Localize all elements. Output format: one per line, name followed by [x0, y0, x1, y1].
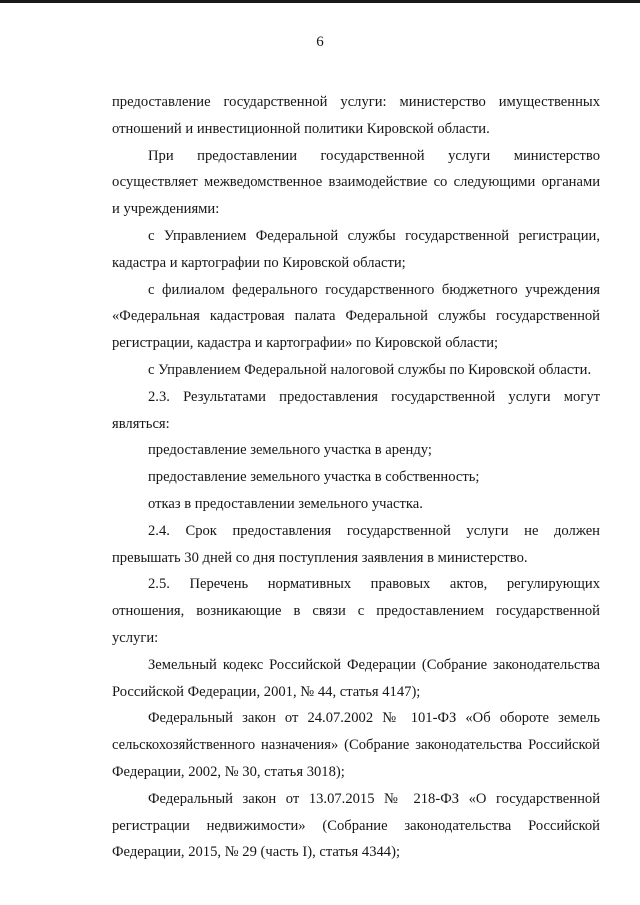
text-line: и учреждениями:: [112, 201, 220, 218]
paragraph: [112, 572, 600, 651]
text-line: регистрации, кадастра и картографии» по Кировской области;: [112, 335, 499, 352]
paragraph: [112, 90, 600, 143]
paragraph: [112, 278, 600, 357]
text-line: Федерации, 2015, № 29 (часть I), статья 4344);: [112, 844, 400, 861]
text-line: с Управлением Федеральной службы государственной регистрации,: [148, 227, 600, 244]
text-line: с филиалом федерального государственного бюджетного учреждения: [148, 281, 600, 298]
paragraph: [112, 519, 600, 572]
text-line: 2.3. Результатами предоставления государственной услуги могут: [148, 388, 600, 405]
text-line: Федеральный закон от 24.07.2002 № 101-ФЗ «Об обороте земель: [148, 710, 600, 727]
paragraph: [112, 438, 600, 464]
text-line: «Федеральная кадастровая палата Федеральной службы государственной: [112, 308, 600, 325]
text-line: предоставление земельного участка в аренду;: [148, 442, 432, 459]
paragraph: [112, 224, 600, 277]
text-line: с Управлением Федеральной налоговой службы по Кировской области.: [148, 361, 592, 378]
text-line: сельскохозяйственного назначения» (Собрание законодательства Российской: [112, 737, 600, 754]
text-line: регистрации недвижимости» (Собрание законодательства Российской: [112, 817, 600, 834]
page-number: 6: [316, 34, 324, 50]
text-line: являться:: [112, 415, 170, 432]
text-line: При предоставлении государственной услуги министерство: [148, 147, 600, 164]
top-border-line: [0, 0, 640, 3]
text-line: отношений и инвестиционной политики Кировской области.: [112, 120, 490, 137]
text-line: Федерации, 2002, № 30, статья 3018);: [112, 763, 345, 780]
text-line: отношения, возникающие в связи с предоставлением государственной: [112, 603, 600, 620]
text-line: предоставление земельного участка в собственность;: [148, 469, 480, 486]
text-line: Российской Федерации, 2001, № 44, статья 4147);: [112, 683, 421, 700]
paragraph: [112, 787, 600, 866]
text-line: отказ в предоставлении земельного участка.: [148, 495, 423, 512]
text-line: превышать 30 дней со дня поступления заявления в министерство.: [112, 549, 528, 566]
paragraph: [112, 492, 600, 518]
document-body: [112, 90, 600, 867]
paragraph: [112, 465, 600, 491]
text-line: 2.4. Срок предоставления государственной услуги не должен: [148, 522, 600, 539]
text-line: 2.5. Перечень нормативных правовых актов, регулирующих: [148, 576, 600, 593]
paragraph: [112, 385, 600, 438]
text-line: осуществляет межведомственное взаимодействие со следующими органами: [112, 174, 600, 191]
text-line: кадастра и картографии по Кировской области;: [112, 254, 406, 271]
paragraph: [112, 653, 600, 706]
paragraph: [112, 706, 600, 785]
text-line: услуги:: [112, 629, 159, 646]
paragraph: [112, 358, 600, 384]
text-line: Земельный кодекс Российской Федерации (Собрание законодательства: [148, 656, 600, 673]
text-line: предоставление государственной услуги: министерство имущественных: [112, 94, 600, 110]
text-line: Федеральный закон от 13.07.2015 № 218-ФЗ «О государственной: [148, 790, 600, 807]
paragraph: [112, 144, 600, 223]
